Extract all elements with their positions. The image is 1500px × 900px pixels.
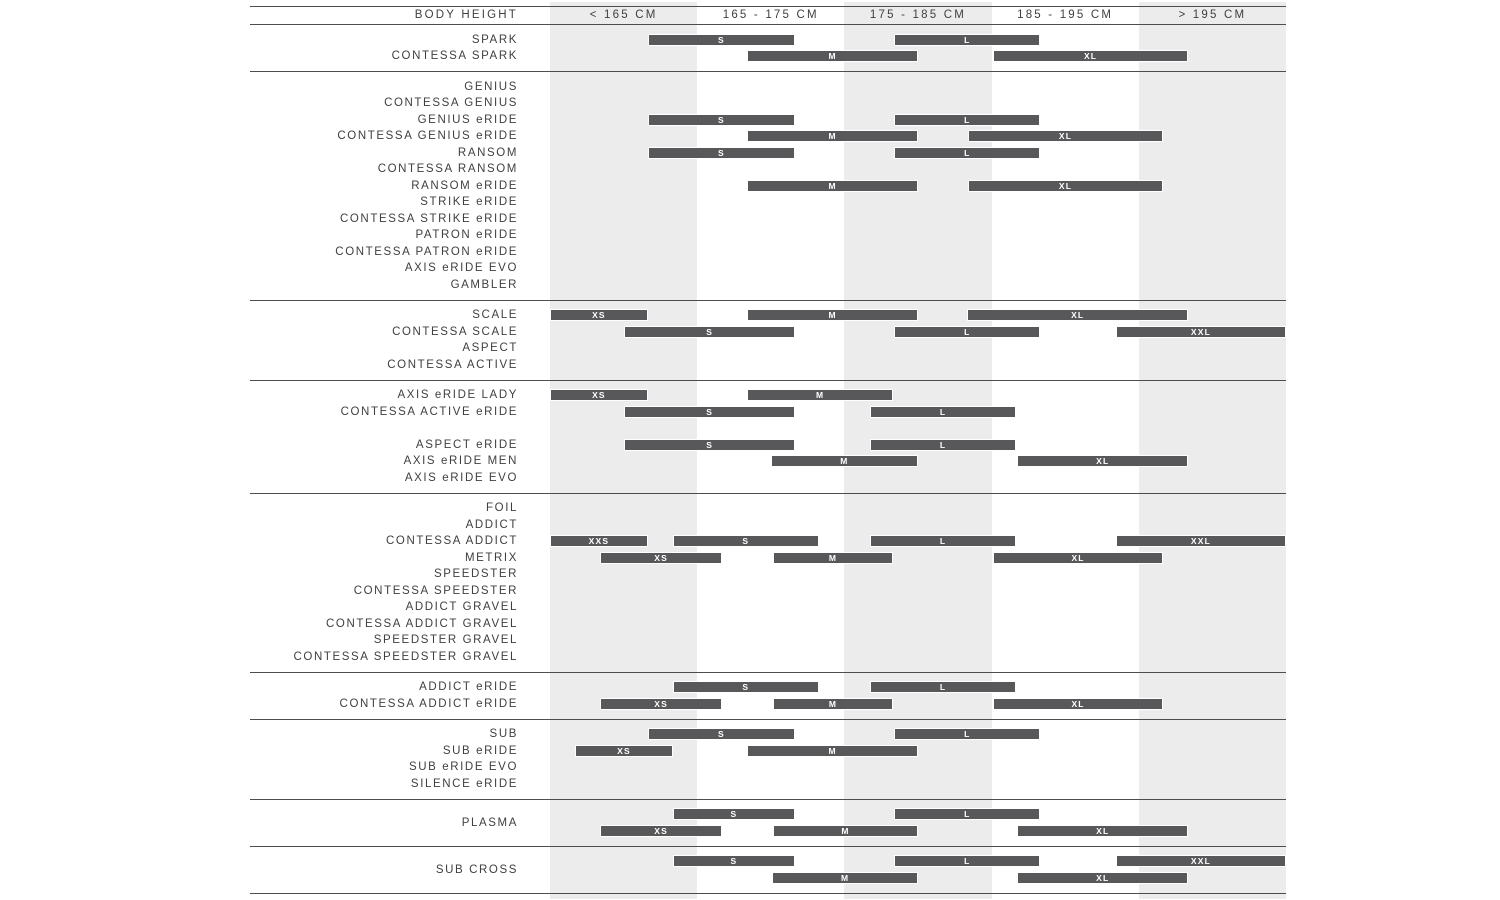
size-bar (673, 681, 819, 693)
model-label: CONTESSA GENIUS (384, 97, 518, 109)
size-track (550, 632, 1286, 649)
model-label (250, 853, 533, 870)
size-bar-label: M (828, 552, 838, 563)
size-bar-label: L (964, 326, 971, 337)
section-row (250, 145, 1286, 162)
size-bar (747, 309, 918, 321)
size-bar (747, 180, 918, 192)
size-track (550, 870, 1286, 887)
section-row (250, 870, 1286, 887)
model-label: CONTESSA STRIKE eRIDE (339, 212, 518, 225)
sections (250, 24, 1286, 894)
size-bar (1116, 855, 1286, 867)
model-label (250, 823, 533, 840)
section-row (250, 32, 1286, 49)
model-label: FOIL (486, 502, 518, 514)
model-label: SCALE (472, 309, 518, 321)
size-bar-label: L (964, 114, 971, 125)
section-row (250, 48, 1286, 65)
size-bar-label: L (964, 147, 971, 158)
section-row (250, 79, 1286, 96)
size-bar (870, 535, 1016, 547)
size-track (550, 726, 1286, 743)
size-track (550, 599, 1286, 616)
size-bar (747, 50, 918, 62)
model-label: PATRON eRIDE (415, 229, 518, 241)
size-track (550, 95, 1286, 112)
section-row (250, 112, 1286, 129)
model-label: AXIS eRIDE MEN (403, 455, 518, 467)
model-label: ADDICT (465, 518, 518, 531)
size-bar (993, 698, 1163, 710)
section-row (250, 470, 1286, 487)
size-bar-label: S (742, 536, 750, 546)
size-bar (600, 698, 722, 710)
model-label: ASPECT eRIDE (415, 438, 518, 451)
size-bar-label: XS (592, 390, 606, 400)
size-track (550, 470, 1286, 487)
size-track (550, 227, 1286, 244)
size-track (550, 307, 1286, 324)
size-track (550, 696, 1286, 713)
size-track (550, 583, 1286, 600)
column-header: 175 - 185 CM (869, 9, 966, 21)
size-bar-label: S (730, 856, 738, 866)
size-track (550, 776, 1286, 793)
size-bar-label: S (718, 114, 725, 125)
section-row (250, 95, 1286, 112)
section-row (250, 583, 1286, 600)
section (250, 71, 1286, 300)
model-label (250, 870, 533, 887)
size-track (550, 244, 1286, 261)
size-bar (648, 728, 795, 740)
size-track (550, 178, 1286, 195)
size-bar (894, 728, 1040, 740)
size-bar-label: XL (1096, 456, 1110, 466)
section-row (250, 632, 1286, 649)
size-track (550, 324, 1286, 341)
section-row (250, 696, 1286, 713)
section (250, 300, 1286, 380)
section-row (250, 161, 1286, 178)
size-track (550, 566, 1286, 583)
size-bar-label: XL (1071, 698, 1085, 709)
size-bar-label: XL (1058, 180, 1073, 191)
model-label: AXIS eRIDE LADY (397, 389, 518, 401)
model-label: STRIKE eRIDE (420, 196, 518, 208)
column-headers (550, 7, 1286, 24)
size-bar-label: L (964, 34, 971, 45)
section (250, 799, 1286, 846)
model-label: METRIX (464, 551, 518, 564)
size-bar (894, 114, 1040, 126)
section-row (250, 324, 1286, 341)
section (250, 493, 1286, 672)
section-row (250, 566, 1286, 583)
section-row (250, 357, 1286, 374)
size-bar (870, 681, 1016, 693)
model-label: GAMBLER (450, 278, 518, 291)
size-bar-label: M (840, 872, 850, 883)
section-row (250, 776, 1286, 793)
size-track (550, 79, 1286, 96)
size-bar (1116, 326, 1286, 338)
size-bar-label: XS (592, 310, 606, 320)
section-row (250, 649, 1286, 666)
size-bar-label: S (706, 326, 714, 337)
size-bar (993, 50, 1188, 62)
size-track (550, 649, 1286, 666)
size-track (550, 853, 1286, 870)
size-bar (894, 147, 1040, 159)
size-track (550, 161, 1286, 178)
size-track (550, 404, 1286, 421)
size-bar-label: M (840, 456, 849, 466)
size-bar-label: M (828, 180, 837, 191)
size-bar-label: S (718, 34, 725, 45)
column-header: < 165 CM (589, 9, 658, 21)
section-row (250, 679, 1286, 696)
section-row (250, 550, 1286, 567)
model-label: SUB (489, 728, 518, 740)
section-center-label: PLASMA (461, 816, 518, 829)
size-track (550, 112, 1286, 129)
size-bar-label: L (939, 439, 947, 450)
size-bar-label: M (828, 698, 838, 709)
chart-inner (250, 6, 1286, 894)
size-bar-label: XS (654, 698, 668, 709)
size-bar (673, 535, 819, 547)
section-row (250, 128, 1286, 145)
section-row (250, 307, 1286, 324)
size-bar-label: M (841, 825, 850, 836)
size-track (550, 387, 1286, 404)
model-label: CONTESSA GENIUS eRIDE (337, 130, 518, 142)
model-label: SILENCE eRIDE (410, 777, 518, 790)
model-label: CONTESSA ADDICT GRAVEL (326, 617, 518, 630)
section (250, 719, 1286, 799)
model-label: CONTESSA SPARK (391, 50, 518, 62)
section-row (250, 211, 1286, 228)
size-track (550, 48, 1286, 65)
chart-header (250, 7, 1286, 24)
size-bar-label: L (939, 536, 947, 546)
model-label: ADDICT GRAVEL (405, 601, 518, 613)
size-bar (967, 309, 1188, 321)
model-label: CONTESSA ACTIVE (387, 358, 518, 371)
size-track (550, 340, 1286, 357)
size-bar-label: L (964, 729, 971, 739)
size-bar (1017, 455, 1188, 467)
size-bar-label: S (706, 439, 714, 450)
size-bar (773, 698, 893, 710)
size-bar (894, 855, 1040, 867)
section (250, 380, 1286, 493)
size-bar-label: XL (1071, 552, 1085, 563)
model-label: GENIUS (464, 80, 518, 93)
size-track (550, 32, 1286, 49)
model-label: SPARK (471, 33, 518, 46)
model-label: CONTESSA ACTIVE eRIDE (340, 405, 518, 418)
size-track (550, 550, 1286, 567)
size-bar-label: S (730, 809, 738, 819)
column-header: 165 - 175 CM (722, 9, 819, 21)
size-bar-label: XXL (1190, 326, 1212, 337)
size-bar-label: M (828, 51, 837, 61)
section-row (250, 823, 1286, 840)
model-label: CONTESSA SPEEDSTER GRAVEL (293, 650, 518, 663)
section-row (250, 743, 1286, 760)
size-bar (1017, 872, 1188, 884)
size-bar-label: XS (617, 745, 631, 756)
size-bar (894, 808, 1040, 820)
size-bar-label: L (964, 856, 971, 866)
size-bar (894, 326, 1040, 338)
model-label: CONTESSA ADDICT (386, 535, 518, 547)
size-bar (550, 389, 648, 401)
size-track (550, 277, 1286, 294)
size-track (550, 533, 1286, 550)
model-label (250, 806, 533, 823)
section-row (250, 420, 1286, 437)
model-label: GENIUS eRIDE (417, 113, 518, 126)
column-header: > 195 CM (1178, 9, 1247, 21)
size-bar (648, 114, 795, 126)
size-track (550, 806, 1286, 823)
size-bar (550, 535, 648, 547)
size-bar-label: L (939, 406, 947, 417)
section-row (250, 453, 1286, 470)
size-bar (624, 406, 795, 418)
size-bar (575, 745, 673, 757)
size-bar-label: XS (654, 552, 668, 563)
section-row (250, 853, 1286, 870)
size-bar-label: XL (1058, 131, 1073, 141)
model-label: CONTESSA ADDICT eRIDE (339, 697, 518, 710)
size-track (550, 145, 1286, 162)
size-bar-label: XL (1083, 51, 1098, 61)
size-bar-label: M (828, 745, 837, 756)
section-row (250, 437, 1286, 454)
section-row (250, 340, 1286, 357)
section-row (250, 277, 1286, 294)
model-label: CONTESSA SPEEDSTER (353, 584, 518, 597)
section-row (250, 500, 1286, 517)
model-label: RANSOM (457, 146, 518, 159)
size-bar-label: S (706, 406, 714, 417)
model-label: AXIS eRIDE EVO (404, 262, 518, 274)
size-bar (772, 872, 918, 884)
size-bar (968, 180, 1163, 192)
size-bar (993, 552, 1163, 564)
body-height-label: BODY HEIGHT (414, 9, 518, 21)
size-bar (771, 455, 918, 467)
size-bar (648, 147, 795, 159)
size-track (550, 616, 1286, 633)
section-row (250, 759, 1286, 776)
section-row (250, 806, 1286, 823)
size-bar (1017, 825, 1188, 837)
size-track (550, 743, 1286, 760)
size-bar-label: M (828, 131, 837, 141)
size-bar (624, 439, 795, 451)
size-bar (870, 439, 1016, 451)
model-label: SPEEDSTER (433, 568, 518, 580)
size-bar-label: XL (1071, 310, 1085, 320)
model-label: RANSOM eRIDE (411, 179, 518, 192)
size-track (550, 128, 1286, 145)
size-bar-label: S (718, 147, 725, 158)
size-bar (624, 326, 795, 338)
size-bar (870, 406, 1016, 418)
size-bar (673, 855, 795, 867)
model-label: SUB eRIDE (442, 744, 518, 757)
size-track (550, 357, 1286, 374)
model-label (250, 420, 533, 437)
section-row (250, 599, 1286, 616)
size-bar (773, 825, 918, 837)
size-bar (968, 130, 1163, 142)
section-row (250, 227, 1286, 244)
size-bar-label: S (718, 729, 725, 739)
size-bar-label: M (828, 310, 837, 320)
size-bar-label: S (742, 682, 750, 692)
model-label: SUB eRIDE EVO (409, 761, 518, 773)
section-row (250, 178, 1286, 195)
model-label: CONTESSA PATRON eRIDE (335, 245, 518, 258)
size-bar-label: XL (1096, 872, 1110, 883)
size-track (550, 420, 1286, 437)
model-label: ADDICT eRIDE (419, 681, 518, 693)
size-bar (747, 130, 918, 142)
size-track (550, 823, 1286, 840)
size-bar-label: XL (1096, 825, 1110, 836)
size-bar-label: M (815, 390, 825, 400)
size-track (550, 260, 1286, 277)
size-bar (1116, 535, 1286, 547)
size-bar-label: XXS (588, 536, 610, 546)
section (250, 672, 1286, 719)
section (250, 24, 1286, 71)
size-bar (773, 552, 893, 564)
section-row (250, 244, 1286, 261)
size-bar (673, 808, 795, 820)
size-bar-label: L (939, 682, 947, 692)
section-row (250, 404, 1286, 421)
section-row (250, 260, 1286, 277)
size-track (550, 517, 1286, 534)
size-bar (894, 34, 1040, 46)
section-row (250, 533, 1286, 550)
size-bar-label: XXL (1190, 536, 1212, 546)
section-center-label: SUB CROSS (435, 863, 518, 876)
size-track (550, 194, 1286, 211)
model-label: AXIS eRIDE EVO (404, 471, 518, 484)
model-label: ASPECT (462, 342, 518, 354)
size-bar (600, 825, 722, 837)
section (250, 846, 1286, 894)
column-header: 185 - 195 CM (1017, 9, 1114, 21)
section-row (250, 387, 1286, 404)
size-bar (600, 552, 722, 564)
size-bar-label: XXL (1190, 856, 1212, 866)
size-bar (747, 389, 893, 401)
section-row (250, 616, 1286, 633)
size-track (550, 453, 1286, 470)
size-bar (550, 309, 648, 321)
size-bar-label: L (964, 809, 971, 819)
model-label: CONTESSA SCALE (392, 325, 518, 338)
model-label: CONTESSA RANSOM (377, 163, 518, 175)
size-track (550, 679, 1286, 696)
size-track (550, 437, 1286, 454)
section-row (250, 726, 1286, 743)
model-label: SPEEDSTER GRAVEL (373, 634, 518, 646)
size-track (550, 759, 1286, 776)
size-bar (648, 34, 795, 46)
section-row (250, 194, 1286, 211)
size-bar-label: XS (654, 825, 668, 836)
section-row (250, 517, 1286, 534)
size-track (550, 500, 1286, 517)
size-track (550, 211, 1286, 228)
size-bar (747, 745, 918, 757)
